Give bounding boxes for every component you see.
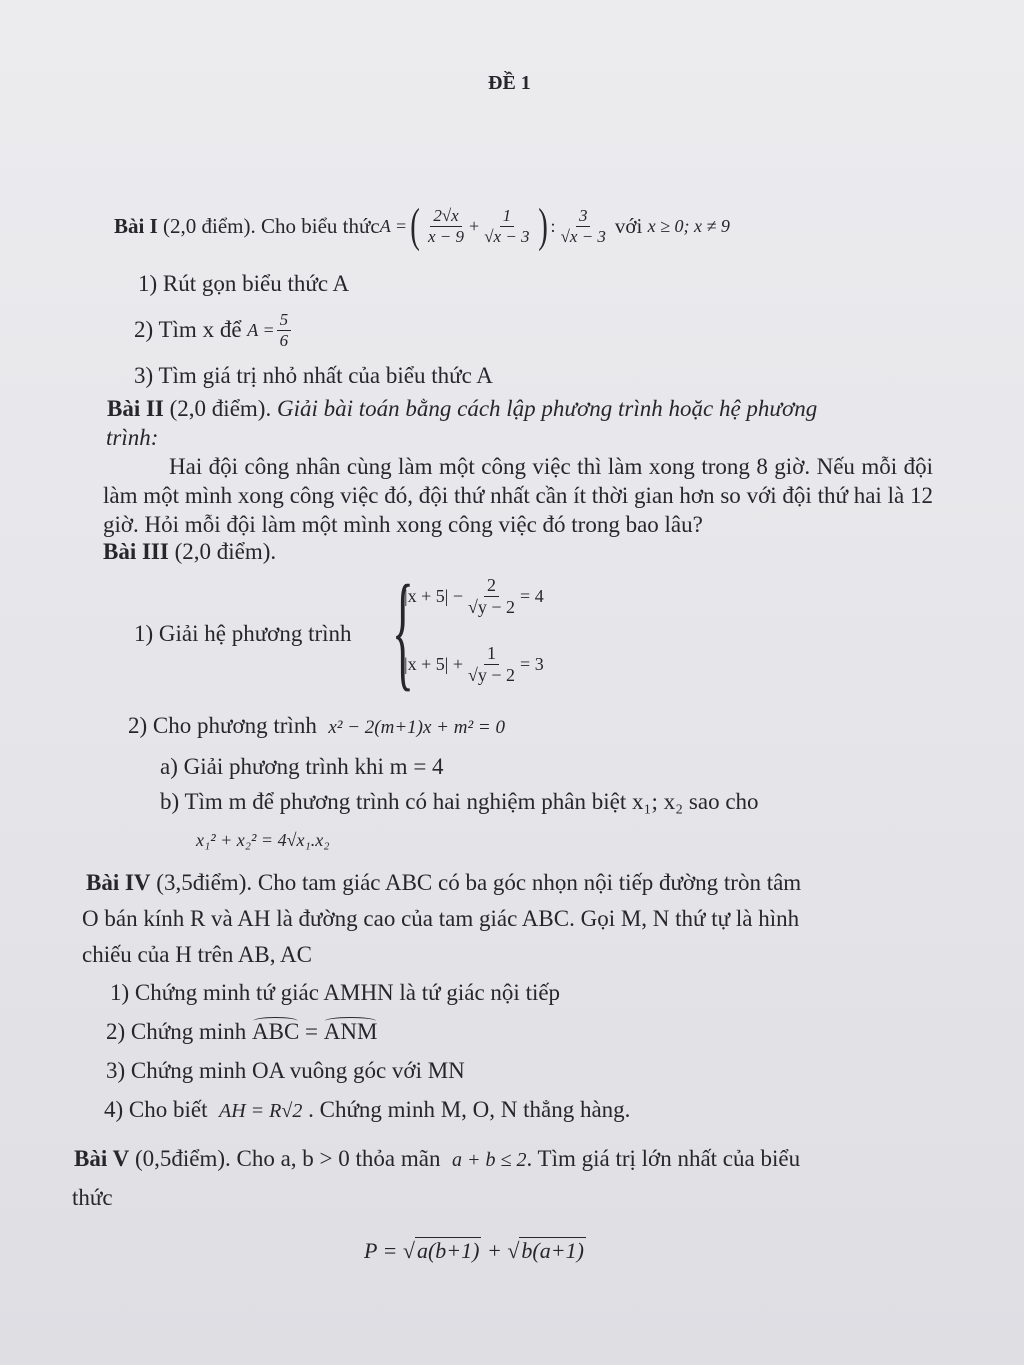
bai4-line1-text: Cho tam giác ABC có ba góc nhọn nội tiếp đường tròn tâm bbox=[257, 870, 802, 895]
bai1-q2-lhs: A = bbox=[247, 319, 275, 340]
bai4-heading: Bài IV bbox=[86, 870, 151, 895]
bai1-heading: Bài I bbox=[114, 213, 158, 238]
system-brace: { bbox=[392, 559, 414, 703]
bai2-header bbox=[107, 396, 817, 422]
bai5-line1 bbox=[74, 1146, 800, 1172]
bai5-formula bbox=[364, 1238, 586, 1264]
bai2-task-line1: Giải bài toán bằng cách lập phương trình hoặc hệ phương bbox=[276, 396, 818, 421]
bai3-q2 bbox=[128, 713, 505, 739]
bai4-q2-eq: = bbox=[305, 1019, 319, 1044]
bai1-q2 bbox=[134, 308, 293, 352]
bai1-colon: : bbox=[550, 215, 556, 236]
angle-anm: ANM bbox=[323, 1019, 378, 1044]
bai1-condition: x ≥ 0; x ≠ 9 bbox=[647, 215, 730, 236]
bai1-f1-den: x − 9 bbox=[428, 226, 465, 246]
bai1-f2-num: 1 bbox=[500, 207, 515, 227]
bai1-expr-lhs: A = bbox=[379, 215, 408, 236]
bai3-eq2-left: |x + 5| + bbox=[404, 653, 464, 674]
bai3-heading: Bài III bbox=[103, 539, 169, 564]
bai5-points: (0,5điểm). bbox=[134, 1146, 231, 1171]
bai1-q1: 1) Rút gọn biểu thức A bbox=[138, 271, 350, 296]
bai4-q3: 3) Chứng minh OA vuông góc với MN bbox=[106, 1058, 465, 1083]
bai3-eq1-num: 2 bbox=[484, 576, 499, 597]
bai1-plus: + bbox=[469, 215, 480, 236]
sqrt-sign-1: √ bbox=[402, 1238, 415, 1263]
bai2-task-line2: trình: bbox=[106, 425, 159, 450]
bai2-points: (2,0 điểm). bbox=[169, 396, 272, 421]
bai1-f3-num: 3 bbox=[576, 207, 591, 227]
bai4-q4-prefix: 4) Cho biết bbox=[104, 1097, 208, 1122]
bai4-q4-expr: AH = R√2 bbox=[219, 1100, 303, 1122]
bai1-f1-num: 2√x bbox=[430, 207, 461, 227]
bai5-heading: Bài V bbox=[74, 1146, 130, 1171]
bai3-qb: b) Tìm m để phương trình có hai nghiệm phân biệt x₁; x₂ sao cho bbox=[160, 789, 759, 814]
bai5-cond: a + b ≤ 2 bbox=[451, 1149, 527, 1171]
bai4-points: (3,5điểm). bbox=[156, 870, 253, 895]
bai5-formula-t2: b(a+1) bbox=[521, 1238, 584, 1263]
bai3-q1: 1) Giải hệ phương trình bbox=[134, 621, 352, 646]
bai1-q2-den: 6 bbox=[279, 330, 289, 350]
bai3-eq2-right: = 3 bbox=[520, 653, 544, 674]
bai4-q2-prefix: 2) Chứng minh bbox=[106, 1019, 247, 1044]
bai3-eq1-den: √y − 2 bbox=[468, 596, 516, 617]
bai3-eq2-den: √y − 2 bbox=[468, 664, 516, 685]
bai1-q2-num: 5 bbox=[277, 311, 292, 331]
bai4-q4 bbox=[104, 1097, 630, 1123]
bai3-eq1-left: |x + 5| − bbox=[404, 585, 464, 606]
bai3-eq1-fraction bbox=[465, 576, 518, 617]
angle-abc: ABC bbox=[252, 1019, 300, 1044]
bai1-points: (2,0 điểm). bbox=[163, 213, 256, 238]
bai4-q2 bbox=[106, 1019, 377, 1045]
bai2-heading: Bài II bbox=[107, 396, 164, 421]
bai4-line2: O bán kính R và AH là đường cao của tam giác ABC. Gọi M, N thứ tự là hình bbox=[82, 906, 800, 931]
bai4-line3: chiếu của H trên AB, AC bbox=[82, 942, 312, 967]
bai3-qa: a) Giải phương trình khi m = 4 bbox=[160, 754, 444, 779]
bai1-q3: 3) Tìm giá trị nhỏ nhất của biểu thức A bbox=[134, 363, 493, 388]
bai3-qb-eq: x₁² + x₂² = 4√x₁.x₂ bbox=[196, 830, 330, 850]
bai3-eq2-fraction bbox=[465, 644, 518, 685]
bai1-q2-fraction bbox=[277, 311, 292, 350]
bai4-line1 bbox=[86, 870, 801, 896]
bai3-q2-eq: x² − 2(m+1)x + m² = 0 bbox=[328, 717, 505, 738]
bai3-eq1-right: = 4 bbox=[520, 585, 544, 606]
bai5-formula-t1: a(b+1) bbox=[416, 1238, 480, 1263]
bai1-fraction-1 bbox=[425, 207, 467, 246]
bai3-eq2-num: 1 bbox=[484, 644, 499, 665]
bai3-header bbox=[103, 539, 276, 565]
bai4-q1: 1) Chứng minh tứ giác AMHN là tứ giác nội tiếp bbox=[110, 980, 561, 1005]
bai1-fraction-2 bbox=[481, 207, 532, 246]
bai1-f3-den: √x − 3 bbox=[560, 226, 606, 246]
bai5-formula-lhs: P = bbox=[364, 1238, 398, 1263]
bai1-header: Bài I (2,0 điểm). Cho biểu thức A = ( $\frac{2√x}{x - 9}$ + $\frac{1}{√x - 3}$ ) : $\frac{3}{√x - 3}$ với x ≥ 0; x ≠ 9 bbox=[114, 199, 730, 252]
bai3-q2-prefix: 2) Cho phương trình bbox=[128, 713, 317, 738]
bai1-q2-prefix: 2) Tìm x để bbox=[134, 317, 242, 342]
bai2-text: Hai đội công nhân cùng làm một công việc thì làm xong trong 8 giờ. Nếu mỗi đội làm một mình xong công việc đó, đội thứ nhất cần ít thời gian hơn so với đội thứ hai là 12 giờ. Hỏi mỗi đội làm một mình xong công việc đó trong bao lâu? bbox=[103, 454, 933, 537]
bai3-eq2 bbox=[404, 644, 544, 685]
bai5-text3: thức bbox=[72, 1185, 113, 1210]
bai3-points: (2,0 điểm). bbox=[174, 539, 277, 564]
bai1-fraction-3 bbox=[558, 207, 609, 246]
bai4-q4-suffix: . Chứng minh M, O, N thẳng hàng. bbox=[308, 1097, 631, 1122]
bai5-text1: Cho a, b > 0 thỏa mãn bbox=[236, 1146, 441, 1171]
page-title: ĐỀ 1 bbox=[488, 72, 531, 94]
bai5-text2: . Tìm giá trị lớn nhất của biểu bbox=[526, 1146, 801, 1171]
bai1-f2-den: √x − 3 bbox=[484, 226, 530, 246]
bai1-intro: Cho biểu thức bbox=[261, 213, 380, 238]
bai5-formula-plus: + bbox=[486, 1238, 502, 1263]
bai3-eq1 bbox=[404, 576, 544, 617]
bai1-condition-prefix: với bbox=[614, 213, 643, 238]
sqrt-sign-2: √ bbox=[507, 1238, 520, 1263]
